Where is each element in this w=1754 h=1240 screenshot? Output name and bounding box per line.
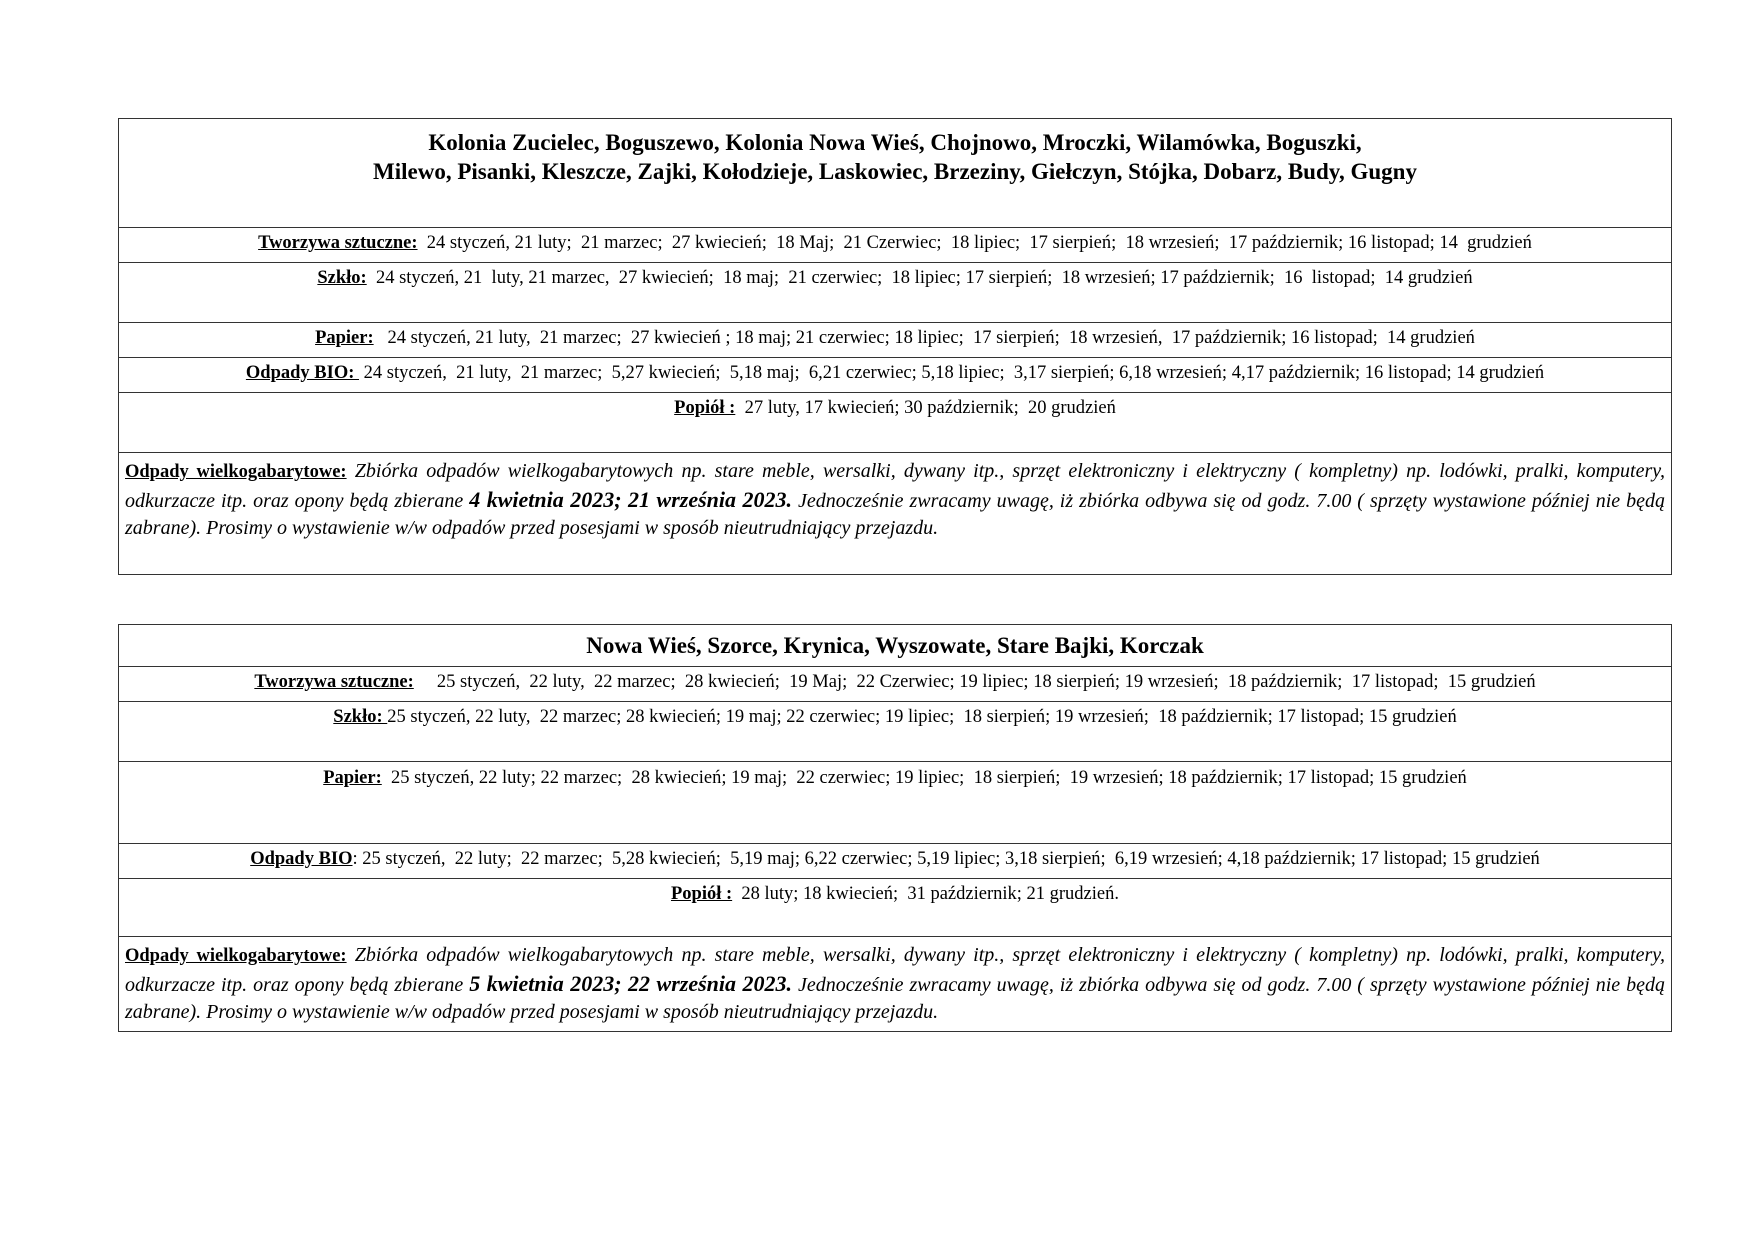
locality-title-line2: Milewo, Pisanki, Kleszcze, Zajki, Kołodzieje, Laskowiec, Brzeziny, Giełczyn, Stójka, Dobarz, Budy, Gugny — [373, 159, 1417, 184]
schedule-table-2 — [118, 624, 1672, 1032]
popiol-label: Popiół : — [670, 884, 733, 904]
bio-dates: 24 styczeń, 21 luty, 21 marzec; 5,27 kwiecień; 5,18 maj; 6,21 czerwiec; 5,18 lipiec; 3,17 sierpień; 6,18 wrzesień; 4,17 październik; 16 listopad; 14 grudzień — [359, 363, 1545, 383]
wielko-label: Odpady wielkogabarytowe: — [125, 462, 347, 482]
row-bio — [119, 844, 1671, 879]
row-popiol — [119, 393, 1671, 453]
row-wielkogabarytowe — [119, 453, 1671, 542]
row-papier — [119, 323, 1671, 358]
popiol-dates: 27 luty, 17 kwiecień; 30 październik; 20 grudzień — [735, 398, 1116, 418]
wielko-text-after: Jednocześnie zwracamy uwagę, iż zbiórka odbywa się od godz. 7.00 ( sprzęty wystawione później nie będą zabrane). Prosimy o wystawienie w/w odpadów przed posesjami w sposób nieutrudniający przejazdu. — [125, 974, 1665, 1023]
row-tworzywa — [119, 228, 1671, 263]
row-szklo — [119, 263, 1671, 323]
bio-label: Odpady BIO: — [245, 363, 360, 383]
row-szklo — [119, 702, 1671, 762]
szklo-dates: 25 styczeń, 22 luty, 22 marzec; 28 kwiecień; 19 maj; 22 czerwiec; 19 lipiec; 18 sierpień; 19 wrzesień; 18 październik; 17 listopad; 15 grudzień — [387, 707, 1457, 727]
locality-title — [119, 625, 1671, 667]
wielko-dates: 4 kwietnia 2023; 21 września 2023. — [469, 487, 793, 512]
papier-dates: 25 styczeń, 22 luty; 22 marzec; 28 kwiecień; 19 maj; 22 czerwiec; 19 lipiec; 18 sierpień; 19 wrzesień; 18 październik; 17 listopad; 15 grudzień — [381, 768, 1467, 788]
locality-title — [119, 119, 1671, 228]
locality-title-line1: Nowa Wieś, Szorce, Krynica, Wyszowate, Stare Bajki, Korczak — [586, 633, 1204, 658]
papier-dates: 24 styczeń, 21 luty, 21 marzec; 27 kwiecień ; 18 maj; 21 czerwiec; 18 lipiec; 17 sierpień; 18 wrzesień, 17 październik; 16 listopad; 14 grudzień — [373, 328, 1475, 348]
wielko-label: Odpady wielkogabarytowe: — [125, 946, 347, 966]
szklo-dates: 24 styczeń, 21 luty, 21 marzec, 27 kwiecień; 18 maj; 21 czerwiec; 18 lipiec; 17 sierpień; 18 wrzesień; 17 październik; 16 listopad; 14 grudzień — [366, 268, 1473, 288]
papier-label: Papier: — [323, 768, 382, 788]
popiol-dates: 28 luty; 18 kwiecień; 31 październik; 21 grudzień. — [732, 884, 1119, 904]
wielko-dates: 5 kwietnia 2023; 22 września 2023. — [469, 971, 793, 996]
row-tworzywa — [119, 667, 1671, 702]
tworzywa-label: Tworzywa sztuczne: — [254, 672, 414, 692]
locality-title-line1: Kolonia Zucielec, Boguszewo, Kolonia Nowa Wieś, Chojnowo, Mroczki, Wilamówka, Boguszki, — [428, 130, 1362, 155]
schedule-table-1 — [118, 118, 1672, 575]
papier-label: Papier: — [315, 328, 374, 348]
wielko-text-before: Zbiórka odpadów wielkogabarytowych np. stare meble, wersalki, dywany itp., sprzęt elektroniczny i elektryczny ( kompletny) np. lodówki, pralki, komputery, odkurzacze itp. oraz opony będą zbierane — [125, 944, 1665, 996]
tworzywa-dates: 25 styczeń, 22 luty, 22 marzec; 28 kwiecień; 19 Maj; 22 Czerwiec; 19 lipiec; 18 sierpień; 19 wrzesień; 18 październik; 17 listopad; 15 grudzień — [413, 672, 1536, 692]
tworzywa-label: Tworzywa sztuczne: — [258, 233, 418, 253]
wielko-text-after: Jednocześnie zwracamy uwagę, iż zbiórka odbywa się od godz. 7.00 ( sprzęty wystawione później nie będą zabrane). Prosimy o wystawienie w/w odpadów przed posesjami w sposób nieutrudniający przejazdu. — [125, 490, 1665, 539]
popiol-label: Popiół : — [674, 398, 736, 418]
szklo-label: Szkło: — [333, 707, 388, 727]
row-papier — [119, 762, 1671, 844]
bio-label: Odpady BIO — [250, 849, 353, 869]
szklo-label: Szkło: — [317, 268, 367, 288]
tworzywa-dates: 24 styczeń, 21 luty; 21 marzec; 27 kwiecień; 18 Maj; 21 Czerwiec; 18 lipiec; 17 sierpień; 18 wrzesień; 17 październik; 16 listopad; 14 grudzień — [417, 233, 1532, 253]
wielko-text-before: Zbiórka odpadów wielkogabarytowych np. stare meble, wersalki, dywany itp., sprzęt elektroniczny i elektryczny ( kompletny) np. lodówki, pralki, komputery, odkurzacze itp. oraz opony będą zbierane — [125, 460, 1665, 512]
bio-dates: : 25 styczeń, 22 luty; 22 marzec; 5,28 kwiecień; 5,19 maj; 6,22 czerwiec; 5,19 lipiec; 3,18 sierpień; 6,19 wrzesień; 4,18 październik; 17 listopad; 15 grudzień — [352, 849, 1540, 869]
row-popiol — [119, 879, 1671, 937]
row-bio — [119, 358, 1671, 393]
row-wielkogabarytowe — [119, 937, 1671, 1026]
